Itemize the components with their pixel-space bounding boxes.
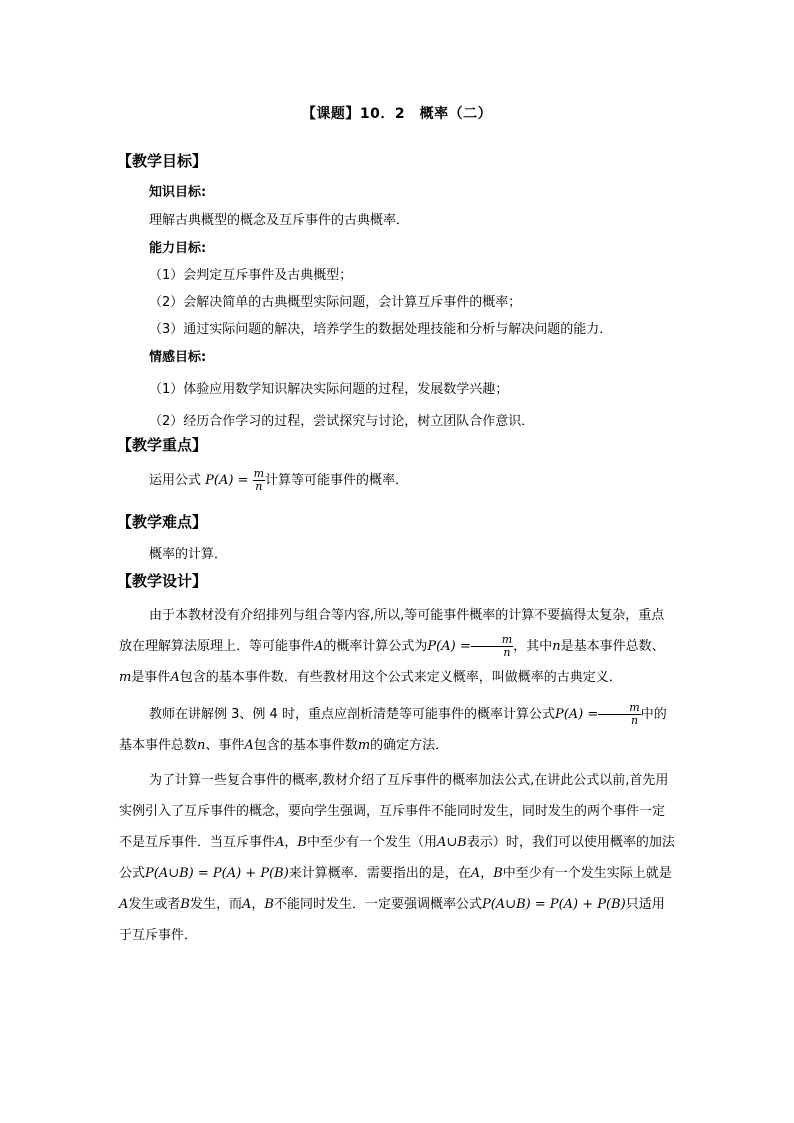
design-paragraph-2: 教师在讲解例 3、例 4 时，重点应剖析清楚等可能事件的概率计算公式P(A) = $\frac{m}{n}$ 中的基本事件总数n、事件A包含的基本事件数m的确定方法． <box>119 701 667 753</box>
section-heading-design: 【教学设计】 <box>117 572 208 590</box>
design-paragraph-1: 由于本教材没有介绍排列与组合等内容,所以,等可能事件概率的计算不要搞得太复杂，重点放在理解算法原理上．等可能事件A的概率计算公式为P(A) = $\frac{m}{n}$ ，其中n是基本事件总数、m是事件A包含的基本事件数．有些教材用这个公式来定义概率，叫做概率的古典定义． <box>119 608 665 685</box>
emotion-goal-label: 情感目标: <box>149 350 207 365</box>
design-paragraph-3: 为了计算一些复合事件的概率,教材介绍了互斥事件的概率加法公式,在讲此公式以前,首先用实例引入了互斥事件的概念，要向学生强调，互斥事件不能同时发生，同时发生的两个事件一定不是互斥事件．当互斥事件A，B中至少有一个发生（用A∪B表示）时，我们可以使用概率的加法公式P(A∪B) = P(A) + P(B)来计算概率．需要指出的是，在A，B中至少有一个发生实际上就是A发生或者B发生，而A，B不能同时发生．一定要强调概率公式P(A∪B) = P(A) + P(B)只适用于互斥事件． <box>119 773 675 943</box>
difficulty-text: 概率的计算． <box>149 547 228 562</box>
ability-goal-item: （1）会判定互斥事件及古典概型； <box>149 268 353 283</box>
section-heading-key: 【教学重点】 <box>117 436 208 454</box>
ability-goal-item: （3）通过实际问题的解决，培养学生的数据处理技能和分析与解决问题的能力． <box>149 322 613 337</box>
knowledge-goal-label: 知识目标: <box>149 185 207 200</box>
key-point-text: 运用公式 P(A) = $\frac{m}{n}$ 计算等可能事件的概率． <box>149 467 409 493</box>
section-heading-goals: 【教学目标】 <box>117 152 208 170</box>
design-paragraph <box>119 600 675 951</box>
fraction: $\frac{m}{n}$ <box>471 634 513 659</box>
fraction: $\frac{m}{n}$ <box>253 467 265 493</box>
formula: P(A) = <box>427 639 471 654</box>
ability-goal-item: （2）会解决简单的古典概型实际问题，会计算互斥事件的概率； <box>149 295 522 310</box>
knowledge-goal-text: 理解古典概型的概念及互斥事件的古典概率． <box>149 213 410 228</box>
page-title: 【课题】10．2 概率（二） <box>301 106 493 122</box>
formula: P(A) = <box>205 473 249 488</box>
emotion-goal-item: （1）体验应用数学知识解决实际问题的过程，发展数学兴趣； <box>149 382 509 397</box>
formula: P(A) = <box>554 707 599 722</box>
fraction: $\frac{m}{n}$ <box>598 702 640 727</box>
emotion-goal-item: （2）经历合作学习的过程，尝试探究与讨论，树立团队合作意识． <box>149 414 535 429</box>
formula: P(A∪B) = P(A) + P(B) <box>481 897 626 912</box>
formula: P(A∪B) = P(A) + P(B) <box>145 866 289 881</box>
section-heading-difficulty: 【教学难点】 <box>117 513 208 531</box>
ability-goal-label: 能力目标: <box>149 241 207 256</box>
